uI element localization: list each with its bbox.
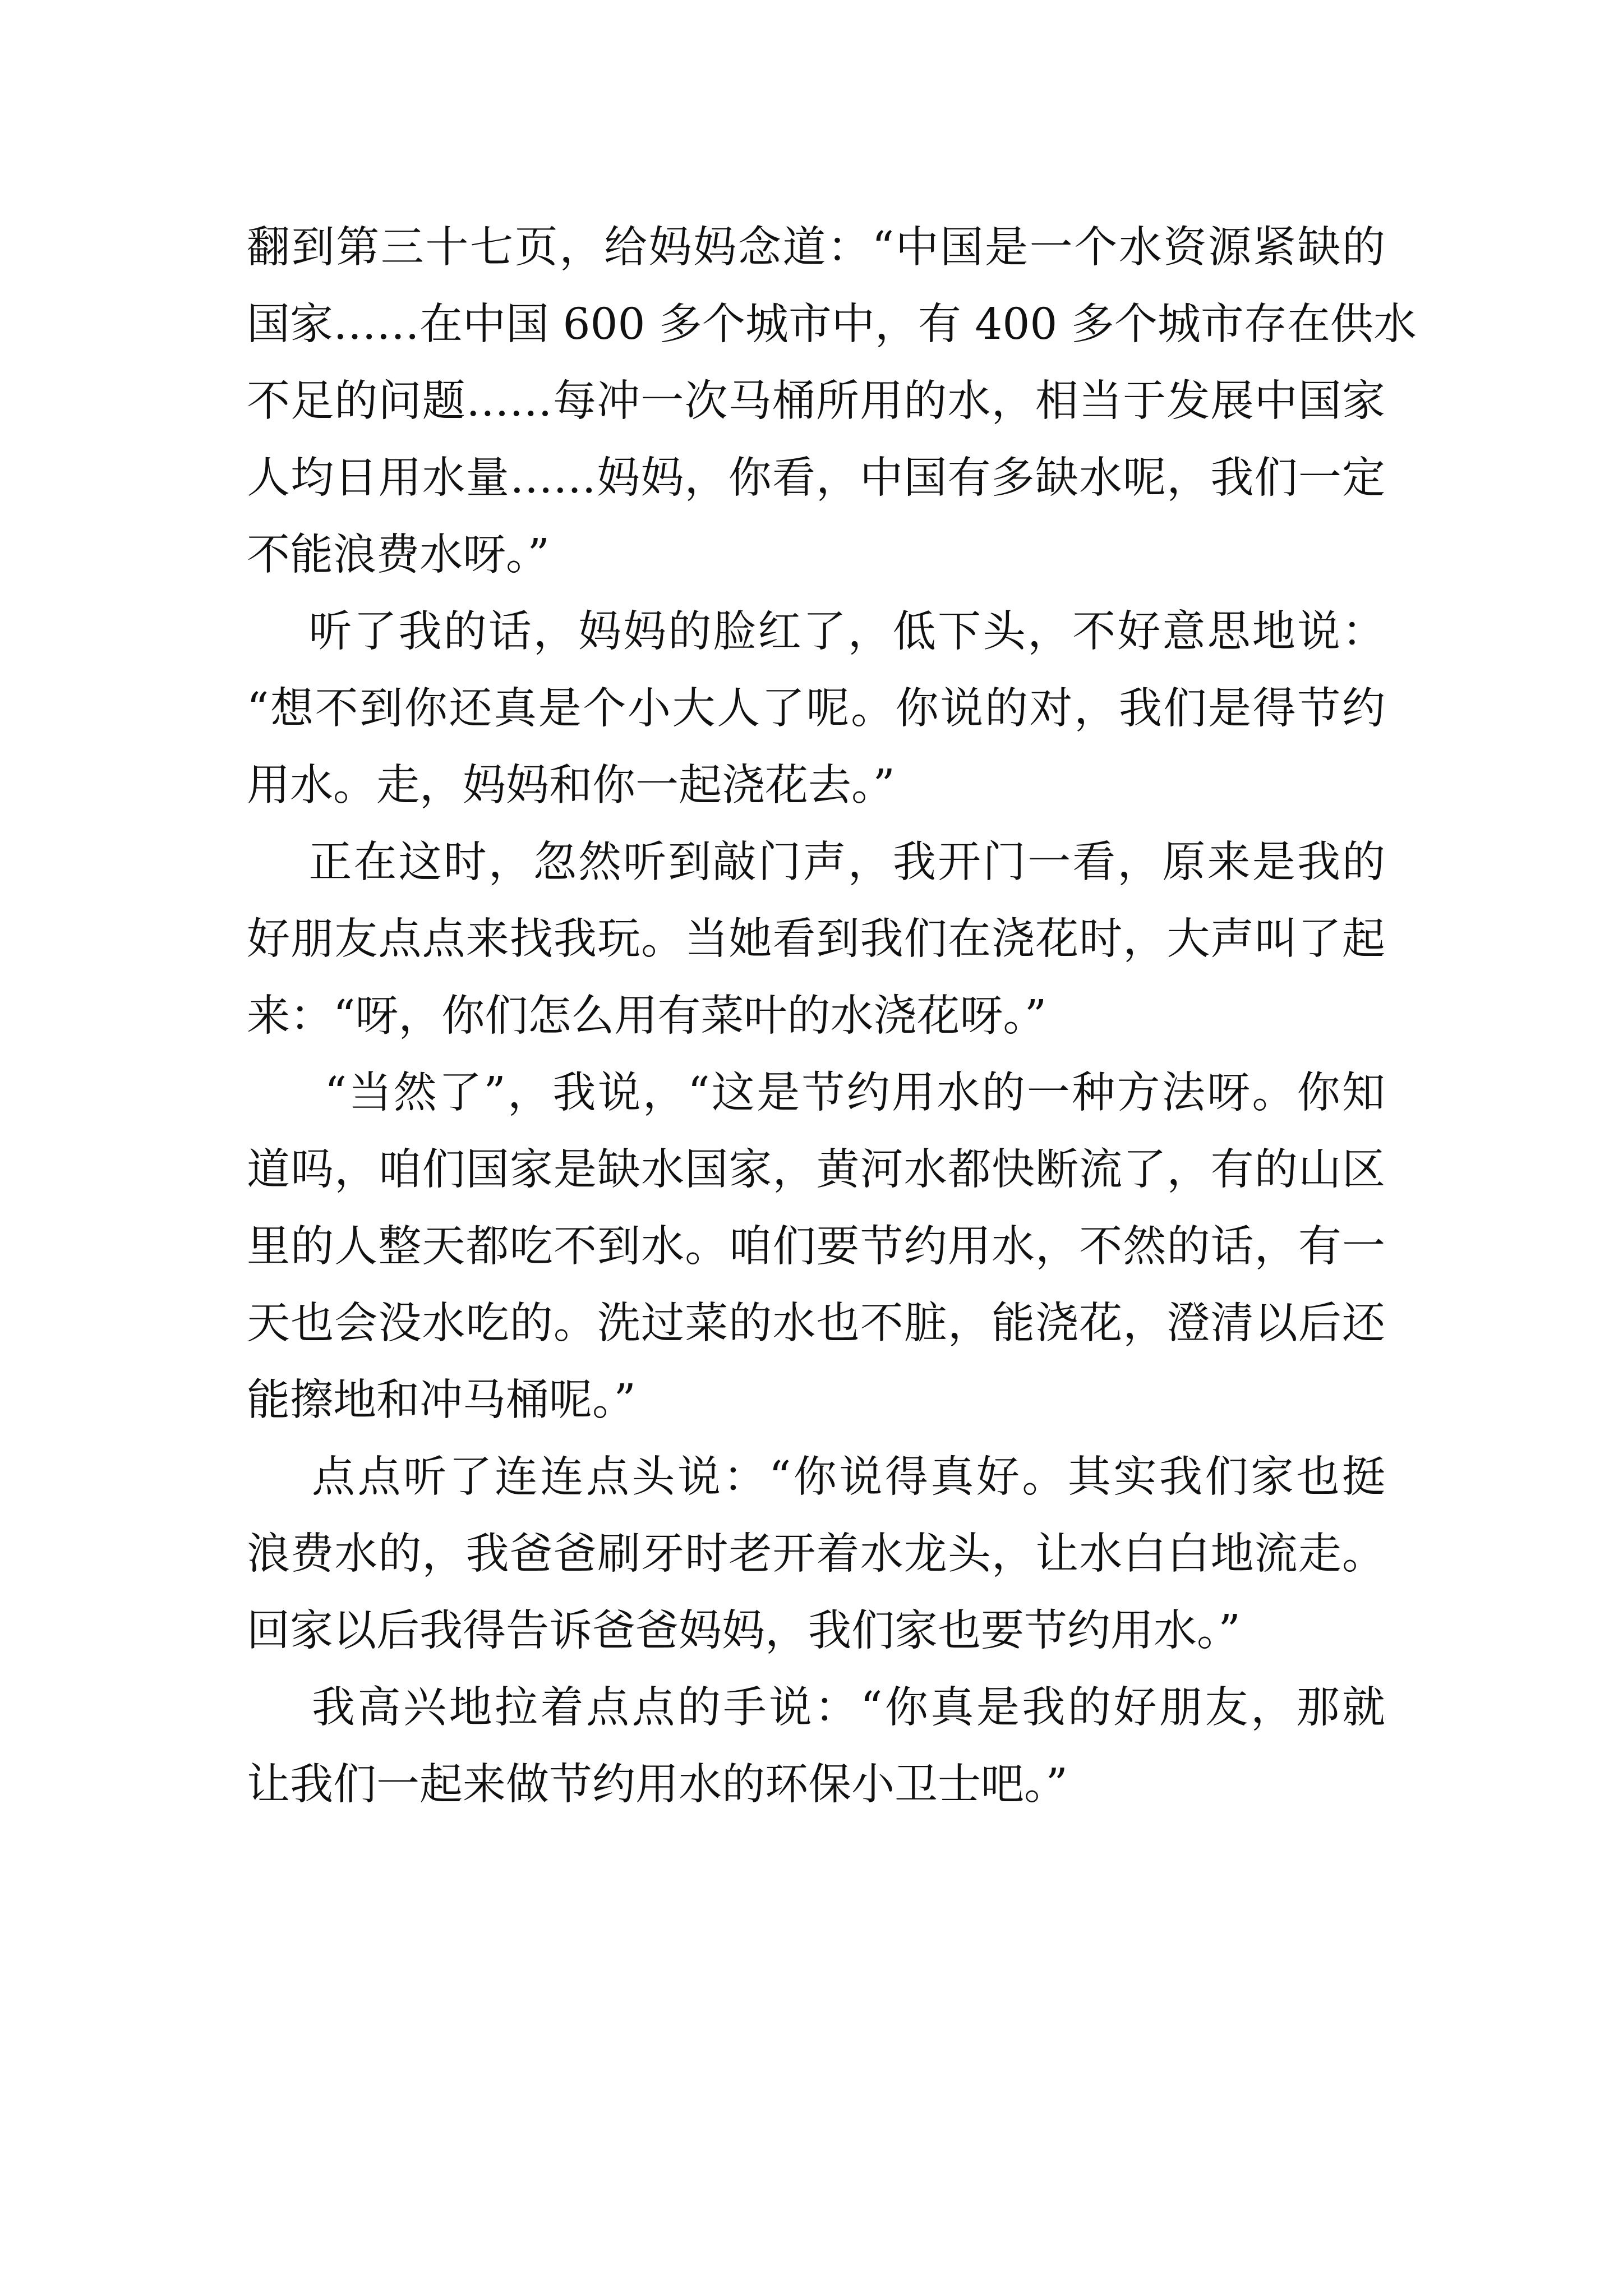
text-line: 不能浪费水呀。” bbox=[247, 530, 550, 580]
text-line: 浪费水的，我爸爸刷牙时老开着水龙头，让水白白地流走。 bbox=[247, 1529, 1385, 1579]
text-line: 用水。走，妈妈和你一起浇花去。” bbox=[247, 761, 895, 811]
text-line: 里的人整天都吃不到水。咱们要节约用水，不然的话，有一 bbox=[247, 1222, 1385, 1272]
text-line: 我高兴地拉着点点的手说：“你真是我的好朋友，那就 bbox=[247, 1683, 1385, 1733]
text-line: 人均日用水量……妈妈，你看，中国有多缺水呢，我们一定 bbox=[247, 453, 1385, 503]
text-line: “想不到你还真是个小大人了呢。你说的对，我们是得节约 bbox=[247, 684, 1385, 734]
text-line: 听了我的话，妈妈的脸红了，低下头，不好意思地说： bbox=[247, 607, 1385, 657]
text-line: 不足的问题……每冲一次马桶所用的水，相当于发展中国家 bbox=[247, 376, 1385, 426]
text-line: 翻到第三十七页，给妈妈念道：“中国是一个水资源紧缺的 bbox=[247, 223, 1385, 273]
text-line: 来：“呀，你们怎么用有菜叶的水浇花呀。” bbox=[247, 991, 1047, 1041]
story-text bbox=[247, 209, 1417, 1823]
text-line: 点点听了连连点头说：“你说得真好。其实我们家也挺 bbox=[247, 1452, 1385, 1502]
text-line: 道吗，咱们国家是缺水国家，黄河水都快断流了，有的山区 bbox=[247, 1145, 1385, 1195]
text-line: 能擦地和冲马桶呢。” bbox=[247, 1375, 636, 1425]
text-line: 回家以后我得告诉爸爸妈妈，我们家也要节约用水。” bbox=[247, 1606, 1241, 1656]
text-line: 天也会没水吃的。洗过菜的水也不脏，能浇花，澄清以后还 bbox=[247, 1299, 1385, 1349]
text-line: 正在这时，忽然听到敲门声，我开门一看，原来是我的 bbox=[247, 838, 1385, 887]
text-line: “当然了”，我说，“这是节约用水的一种方法呀。你知 bbox=[247, 1068, 1385, 1118]
text-line: 国家……在中国 600 多个城市中，有 400 多个城市存在供水 bbox=[247, 300, 1417, 349]
text-line: 让我们一起来做节约用水的环保小卫士吧。” bbox=[247, 1760, 1068, 1810]
text-line: 好朋友点点来找我玩。当她看到我们在浇花时，大声叫了起 bbox=[247, 914, 1385, 964]
